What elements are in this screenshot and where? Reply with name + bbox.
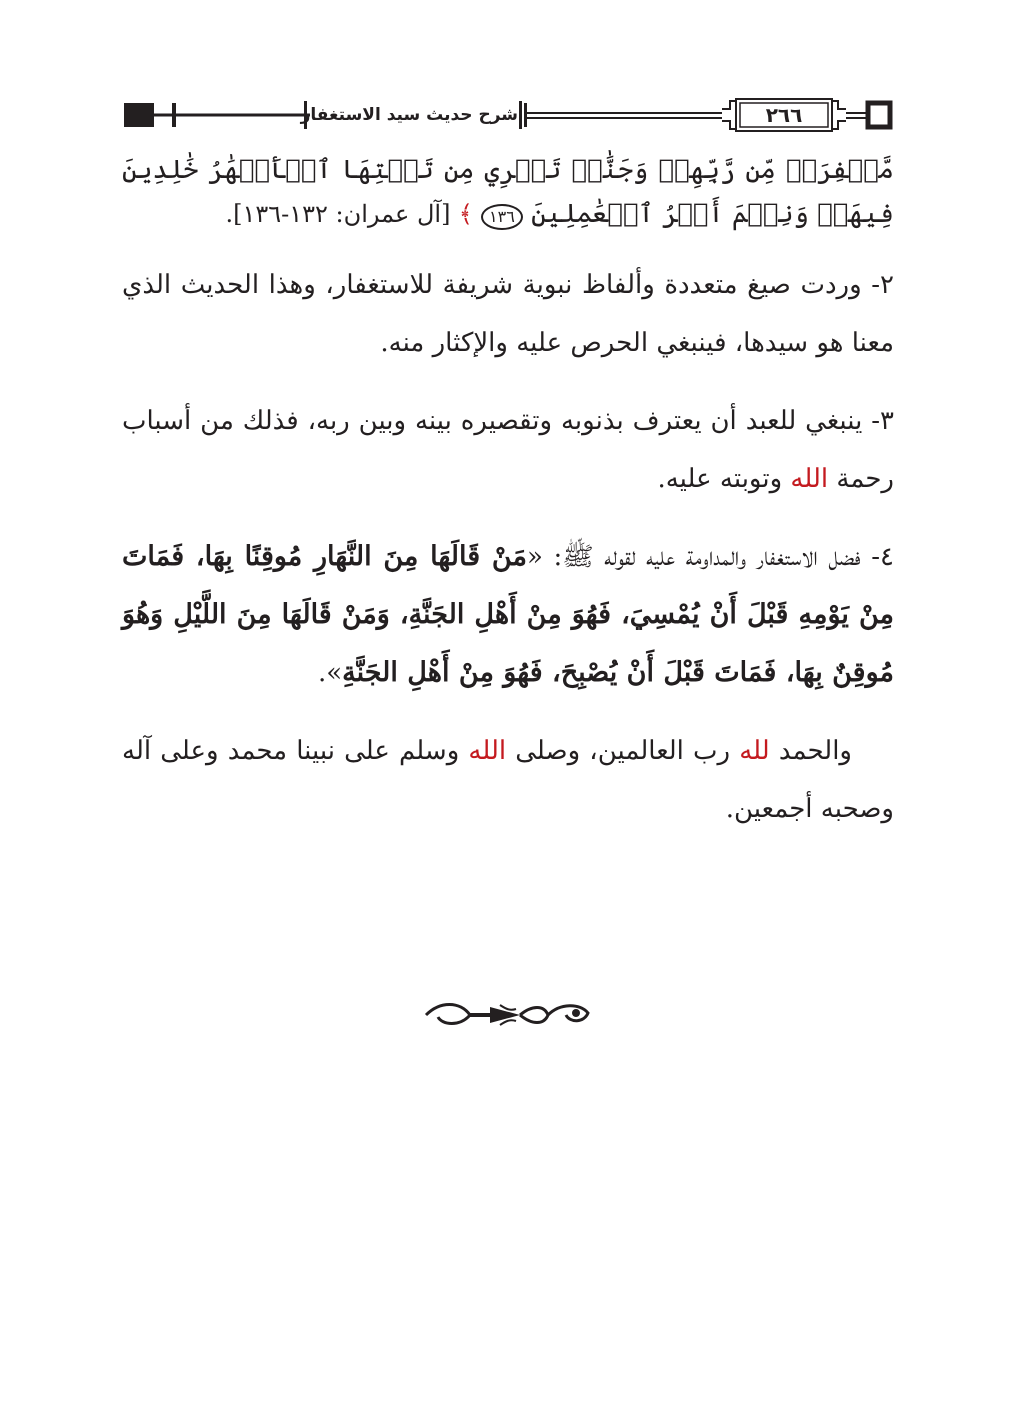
hadith-quote: مَنْ قَالَهَا مِنَ النَّهَارِ مُوقِنًا بِهَا، فَمَاتَ مِنْ يَوْمِهِ قَبْلَ أَنْ يُمْسِيَ، فَهُوَ مِنْ أَهْلِ الجَنَّةِ، وَمَنْ قَالَهَا مِنَ اللَّيْلِ وَهُوَ مُوقِنٌ بِهَا، فَمَاتَ قَبْلَ أَنْ يُصْبِحَ، فَهُوَ مِنْ أَهْلِ الجَنَّةِ [122,541,894,688]
divine-name: لله [739,736,770,766]
divine-name: الله [468,736,507,766]
verse-text: مَّغۡفِرَةٞ مِّن رَّبِّهِمۡ وَجَنَّٰتٞ تَجۡرِي مِن تَحۡتِهَا ٱلۡأَنۡهَٰرُ خَٰلِدِينَ فِيهَاۚ وَنِعۡمَ أَجۡرُ ٱلۡعَٰمِلِينَ [122,155,894,229]
point-text: وردت صيغ متعددة وألفاظ نبوية شريفة للاستغفار، وهذا الحديث الذي معنا هو سيدها، فينبغي الحرص عليه والإكثار منه. [122,270,894,358]
point-number: ٤- [871,542,895,572]
page-header [122,97,894,133]
running-title: شرح حديث سيد الاستغفار [310,100,518,130]
divine-name: الله [790,464,829,494]
closing-paragraph [122,722,894,838]
point-text: ينبغي للعبد أن يعترف بذنوبه وتقصيره بينه وبين ربه، فذلك من أسباب رحمة [122,406,894,494]
closing-text: رب العالمين، وصلى [515,736,731,766]
end-ornament [420,997,596,1033]
closing-text: وسلم على نبينا محمد وعلى آله وصحبه أجمعين. [122,736,894,824]
verse-closing-bracket: ﴾ [458,200,473,228]
point-4 [122,528,894,702]
point-number: ٣- [871,406,894,436]
point-3 [122,392,894,508]
quran-verse [122,148,894,236]
page-number: ٢٦٦ [765,103,803,127]
point-text: وتوبته عليه. [657,464,783,494]
point-2 [122,256,894,372]
page-content [122,148,894,838]
point-number: ٢- [871,270,894,300]
verse-citation: [آل عمران: ١٣٢-١٣٦]. [225,200,451,228]
point-text: ». [317,658,343,688]
ayah-number-marker: ١٣٦ [481,204,523,230]
point-text: فضل الاستغفار والمداومة عليه لقوله ﷺ: « [526,542,861,572]
closing-text: والحمد [778,736,852,766]
